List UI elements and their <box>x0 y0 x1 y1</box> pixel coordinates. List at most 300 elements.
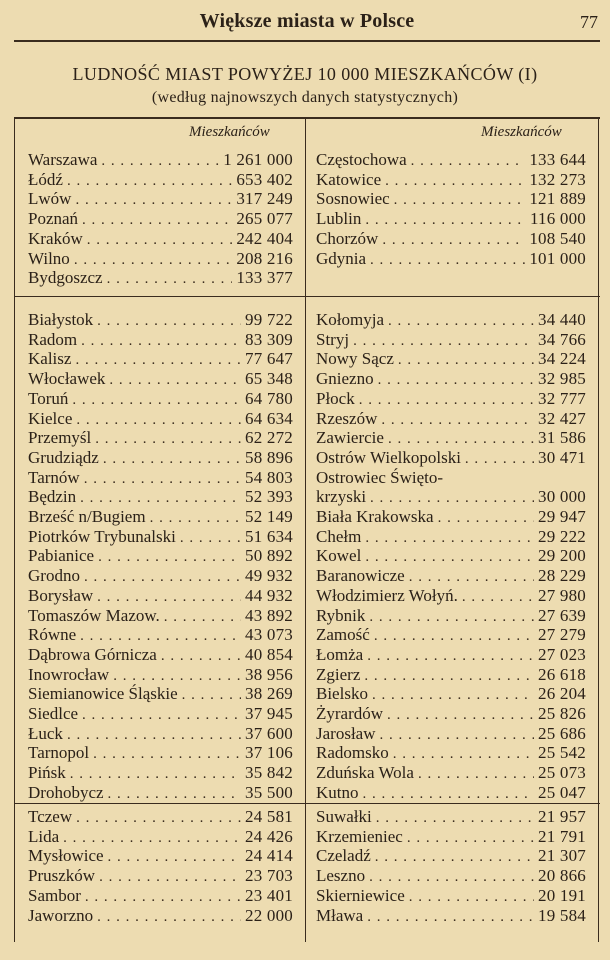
population-value: 30 000 <box>538 487 586 507</box>
population-value: 25 686 <box>538 723 586 743</box>
leader-dots <box>359 784 535 804</box>
city-name: Nowy Sącz <box>316 349 394 369</box>
city-name: Łuck <box>28 723 63 743</box>
leader-dots <box>461 449 534 469</box>
table-row <box>28 724 293 744</box>
leader-dots <box>97 151 219 171</box>
table-row <box>316 527 586 547</box>
city-name: Warszawa <box>28 150 98 169</box>
city-name: Zgierz <box>316 664 361 684</box>
population-value: 116 000 <box>529 209 586 229</box>
table-middle-rule <box>305 119 306 942</box>
city-name: Kalisz <box>28 349 72 369</box>
table-row <box>316 586 586 606</box>
leader-dots <box>103 269 233 289</box>
population-value: 34 440 <box>538 310 586 329</box>
city-name: Borysław <box>28 585 94 605</box>
leader-dots <box>76 626 241 646</box>
leader-dots <box>374 370 534 390</box>
population-value: 24 414 <box>245 846 293 866</box>
table-row <box>316 807 586 827</box>
table-row <box>28 330 293 350</box>
city-name: Drohobycz <box>28 782 104 802</box>
leader-dots <box>458 587 534 607</box>
table-left-rule <box>14 119 15 942</box>
city-name: Radomsko <box>316 743 389 763</box>
leader-dots <box>405 887 534 907</box>
population-value: 52 149 <box>245 507 293 526</box>
leader-dots <box>68 390 241 410</box>
table-row <box>316 229 586 249</box>
leader-dots <box>178 685 241 705</box>
city-name: Tomaszów Mazow. <box>28 605 160 625</box>
leader-dots <box>157 646 241 666</box>
population-value: 23 703 <box>245 866 293 886</box>
city-name: Bielsko <box>316 684 368 704</box>
leader-dots <box>94 547 241 567</box>
table-row <box>316 704 586 724</box>
table-row <box>316 827 586 847</box>
leader-dots <box>361 210 526 230</box>
population-value: 28 229 <box>538 566 586 586</box>
city-name: Toruń <box>28 388 69 408</box>
city-name: Jarosław <box>316 723 376 743</box>
section-separator <box>14 296 600 297</box>
city-name: Sambor <box>28 885 81 905</box>
city-name: Lida <box>28 826 60 846</box>
table-row <box>28 906 293 926</box>
table-row <box>316 546 586 566</box>
table-row <box>316 409 586 429</box>
city-name: Częstochowa <box>316 150 407 169</box>
population-value: 26 204 <box>538 684 586 704</box>
population-value: 132 273 <box>529 169 586 189</box>
leader-dots <box>366 250 525 270</box>
leader-dots <box>176 528 241 548</box>
population-value: 25 073 <box>538 763 586 783</box>
population-value: 101 000 <box>529 248 586 268</box>
population-value: 133 377 <box>236 268 293 288</box>
leader-dots <box>368 685 534 705</box>
table-row <box>316 468 586 488</box>
city-name: Gdynia <box>316 248 367 268</box>
city-name: Baranowicze <box>316 566 405 586</box>
leader-dots <box>371 847 534 867</box>
leader-dots <box>160 607 241 627</box>
city-name: Rybnik <box>316 605 366 625</box>
leader-dots <box>361 528 534 548</box>
city-name: Ostrowiec Święto- <box>316 467 444 487</box>
table-row <box>28 846 293 866</box>
table-row <box>316 763 586 783</box>
population-value: 21 307 <box>538 846 586 866</box>
table-row <box>316 330 586 350</box>
table-row <box>316 170 586 190</box>
population-value: 32 427 <box>538 408 586 428</box>
city-name: Równe <box>28 625 77 645</box>
leader-dots <box>95 867 241 887</box>
leader-dots <box>405 567 534 587</box>
table-row <box>28 625 293 645</box>
leader-dots <box>80 469 241 489</box>
leader-dots <box>91 429 241 449</box>
table-row <box>316 906 586 926</box>
population-value: 99 722 <box>245 310 293 329</box>
population-value: 25 047 <box>538 782 586 802</box>
leader-dots <box>78 705 241 725</box>
population-value: 44 932 <box>245 585 293 605</box>
city-name: Kowel <box>316 546 362 566</box>
city-name: Przemyśl <box>28 428 92 448</box>
table-row <box>316 886 586 906</box>
table-row <box>316 665 586 685</box>
population-value: 64 780 <box>245 388 293 408</box>
city-name: Chełm <box>316 526 362 546</box>
population-value: 121 889 <box>529 189 586 209</box>
city-name: Zamość <box>316 625 370 645</box>
table-row <box>28 428 293 448</box>
table-row <box>316 566 586 586</box>
city-name: Inowrocław <box>28 664 110 684</box>
table-row <box>316 349 586 369</box>
population-value: 37 600 <box>245 723 293 743</box>
city-name: Pruszków <box>28 866 96 886</box>
population-value: 21 957 <box>538 807 586 826</box>
table-row <box>28 704 293 724</box>
population-table <box>14 117 600 942</box>
population-value: 38 956 <box>245 664 293 684</box>
population-value: 20 191 <box>538 885 586 905</box>
population-value: 265 077 <box>236 209 293 229</box>
city-name: Stryj <box>316 329 350 349</box>
population-value: 20 866 <box>538 866 586 886</box>
population-value: 40 854 <box>245 644 293 664</box>
city-name: Siedlce <box>28 704 79 723</box>
leader-dots <box>365 607 534 627</box>
table-row <box>316 846 586 866</box>
table-row <box>28 763 293 783</box>
table-row <box>28 409 293 429</box>
population-value: 29 222 <box>538 526 586 546</box>
table-row <box>28 684 293 704</box>
city-name: Grudziądz <box>28 447 99 467</box>
table-row <box>316 310 586 330</box>
city-name: Lwów <box>28 189 72 209</box>
table-row <box>28 743 293 763</box>
city-name: Pińsk <box>28 763 66 783</box>
population-value: 49 932 <box>245 566 293 586</box>
population-value: 19 584 <box>538 905 586 925</box>
city-name: Kutno <box>316 782 359 802</box>
population-value: 31 586 <box>538 428 586 448</box>
leader-dots <box>70 250 233 270</box>
leader-dots <box>384 311 534 331</box>
city-name: Wilno <box>28 248 70 268</box>
table-row <box>28 268 293 288</box>
leader-dots <box>93 311 241 331</box>
table-row <box>316 645 586 665</box>
leader-dots <box>360 666 534 686</box>
city-name: Grodno <box>28 566 80 586</box>
table-row <box>28 665 293 685</box>
table-row <box>28 389 293 409</box>
population-value: 37 945 <box>245 704 293 723</box>
population-value: 653 402 <box>236 169 293 189</box>
leader-dots <box>63 725 241 745</box>
city-name: Dąbrowa Górnicza <box>28 644 157 664</box>
city-name: Jaworzno <box>28 905 94 925</box>
table-row <box>28 566 293 586</box>
table-row <box>316 189 586 209</box>
city-name: Żyrardów <box>316 704 384 723</box>
leader-dots <box>378 230 525 250</box>
city-name: Będzin <box>28 487 77 507</box>
city-name: Leszno <box>316 866 366 886</box>
city-name: Mysłowice <box>28 846 104 866</box>
city-name: Mława <box>316 905 364 925</box>
leader-dots <box>434 508 534 528</box>
city-name: Piotrków Trybunalski <box>28 526 176 546</box>
leader-dots <box>80 567 241 587</box>
table-row <box>316 625 586 645</box>
city-name: Sosnowiec <box>316 189 390 209</box>
table-subtitle: (według najnowszych danych statystycznych) <box>151 89 459 106</box>
table-row <box>28 249 293 269</box>
population-value: 25 826 <box>538 704 586 723</box>
table-row <box>316 487 586 507</box>
city-name: Suwałki <box>316 807 372 826</box>
table-row <box>316 684 586 704</box>
city-name: Chorzów <box>316 228 379 248</box>
population-value: 38 269 <box>245 684 293 704</box>
population-value: 27 279 <box>538 625 586 645</box>
city-name: Kołomyja <box>316 310 384 329</box>
leader-dots <box>99 449 241 469</box>
table-row <box>28 886 293 906</box>
population-value: 43 892 <box>245 605 293 625</box>
table-row <box>28 783 293 803</box>
city-name: Radom <box>28 329 78 349</box>
table-row <box>316 209 586 229</box>
leader-dots <box>365 867 534 887</box>
city-name: Pabianice <box>28 546 95 566</box>
population-value: 64 634 <box>245 408 293 428</box>
city-name: Kraków <box>28 228 83 248</box>
leader-dots <box>104 847 242 867</box>
population-value: 58 896 <box>245 447 293 467</box>
leader-dots <box>109 666 241 686</box>
city-name: Łomża <box>316 644 364 664</box>
leader-dots <box>63 171 232 191</box>
running-title: Większe miasta w Polsce <box>199 10 415 32</box>
population-value: 108 540 <box>529 228 586 248</box>
table-row <box>28 189 293 209</box>
leader-dots <box>381 171 525 191</box>
table-row <box>316 150 586 170</box>
population-value: 27 639 <box>538 605 586 625</box>
table-row <box>28 827 293 847</box>
table-row <box>316 783 586 803</box>
population-value: 32 777 <box>538 388 586 408</box>
population-value: 77 647 <box>245 349 293 369</box>
leader-dots <box>383 705 534 725</box>
leader-dots <box>71 190 232 210</box>
leader-dots <box>390 190 526 210</box>
city-name: Tczew <box>28 807 73 826</box>
table-row <box>28 527 293 547</box>
city-name: Skierniewice <box>316 885 405 905</box>
city-name: Siemianowice Śląskie <box>28 684 178 704</box>
city-name: Gniezno <box>316 369 374 389</box>
table-row <box>316 389 586 409</box>
city-name: Czeladź <box>316 846 371 866</box>
table-right-rule <box>598 119 599 942</box>
leader-dots <box>363 907 534 927</box>
table-row <box>28 369 293 389</box>
population-value: 65 348 <box>245 369 293 389</box>
city-name: Poznań <box>28 209 79 229</box>
table-row <box>28 448 293 468</box>
population-value: 208 216 <box>236 248 293 268</box>
city-name: Tarnów <box>28 467 80 487</box>
leader-dots <box>93 587 241 607</box>
city-name: Płock <box>316 388 355 408</box>
leader-dots <box>349 331 534 351</box>
table-row <box>28 170 293 190</box>
population-value: 54 803 <box>245 467 293 487</box>
column-header-left: Mieszkańców <box>189 124 270 140</box>
table-row <box>316 724 586 744</box>
table-row <box>28 546 293 566</box>
table-row <box>28 150 293 170</box>
table-row <box>28 866 293 886</box>
table-row <box>316 606 586 626</box>
table-row <box>316 249 586 269</box>
table-row <box>316 866 586 886</box>
leader-dots <box>363 646 534 666</box>
population-value: 30 471 <box>538 447 586 467</box>
population-value: 43 073 <box>245 625 293 645</box>
population-value: 35 842 <box>245 763 293 783</box>
city-name: Brześć n/Bugiem <box>28 507 146 526</box>
population-value: 52 393 <box>245 487 293 507</box>
table-row <box>28 229 293 249</box>
population-value: 29 200 <box>538 546 586 566</box>
table-row <box>28 606 293 626</box>
leader-dots <box>76 488 241 508</box>
table-row <box>28 468 293 488</box>
population-value: 21 791 <box>538 826 586 846</box>
leader-dots <box>71 350 241 370</box>
population-value: 29 947 <box>538 507 586 526</box>
leader-dots <box>66 764 241 784</box>
leader-dots <box>384 429 534 449</box>
population-value: 133 644 <box>529 150 586 169</box>
city-name: Bydgoszcz <box>28 268 103 288</box>
leader-dots <box>394 350 534 370</box>
population-value: 34 224 <box>538 349 586 369</box>
leader-dots <box>89 744 241 764</box>
city-name: Tarnopol <box>28 743 90 763</box>
population-value: 37 106 <box>245 743 293 763</box>
city-name: Włodzimierz Wołyń. <box>316 585 458 605</box>
leader-dots <box>366 488 534 508</box>
population-value: 26 618 <box>538 664 586 684</box>
leader-dots <box>59 828 241 848</box>
population-value: 27 023 <box>538 644 586 664</box>
leader-dots <box>375 725 534 745</box>
table-row <box>28 209 293 229</box>
city-name: Ostrów Wielkopolski <box>316 447 461 467</box>
city-name: Zawiercie <box>316 428 384 448</box>
leader-dots <box>83 230 233 250</box>
table-row <box>316 448 586 468</box>
leader-dots <box>377 410 534 430</box>
table-row <box>28 310 293 330</box>
leader-dots <box>93 907 241 927</box>
population-value: 317 249 <box>236 189 293 209</box>
table-row <box>28 807 293 827</box>
page-header <box>14 6 600 42</box>
leader-dots <box>104 784 242 804</box>
population-value: 51 634 <box>245 526 293 546</box>
population-value: 62 272 <box>245 428 293 448</box>
leader-dots <box>355 390 534 410</box>
population-value: 50 892 <box>245 546 293 566</box>
leader-dots <box>81 887 241 907</box>
leader-dots <box>414 764 534 784</box>
population-value: 242 404 <box>236 228 293 248</box>
table-row <box>28 487 293 507</box>
city-name: Kielce <box>28 408 73 428</box>
leader-dots <box>77 331 241 351</box>
population-value: 23 401 <box>245 885 293 905</box>
population-value: 22 000 <box>245 905 293 925</box>
leader-dots <box>389 744 534 764</box>
population-value: 24 581 <box>245 807 293 826</box>
table-row <box>28 507 293 527</box>
city-name: Włocławek <box>28 369 106 389</box>
leader-dots <box>146 508 241 528</box>
leader-dots <box>370 626 534 646</box>
leader-dots <box>407 151 526 171</box>
population-value: 1 261 000 <box>223 150 293 169</box>
table-row <box>316 369 586 389</box>
leader-dots <box>72 410 241 430</box>
city-name: Biała Krakowska <box>316 507 434 526</box>
city-name: Łódź <box>28 169 63 189</box>
column-header-right: Mieszkańców <box>481 124 562 140</box>
population-value: 25 542 <box>538 743 586 763</box>
table-row <box>28 586 293 606</box>
table-row <box>316 743 586 763</box>
city-name: Białystok <box>28 310 94 329</box>
table-row <box>28 645 293 665</box>
leader-dots <box>403 828 534 848</box>
population-value: 24 426 <box>245 826 293 846</box>
leader-dots <box>78 210 232 230</box>
page-number: 77 <box>580 12 598 32</box>
city-name: Rzeszów <box>316 408 378 428</box>
city-name: Lublin <box>316 209 362 229</box>
leader-dots <box>372 808 534 828</box>
population-value: 34 766 <box>538 329 586 349</box>
city-name: Katowice <box>316 169 382 189</box>
population-value: 35 500 <box>245 782 293 802</box>
table-row <box>28 349 293 369</box>
city-name: Zduńska Wola <box>316 763 414 783</box>
population-value: 32 985 <box>538 369 586 389</box>
